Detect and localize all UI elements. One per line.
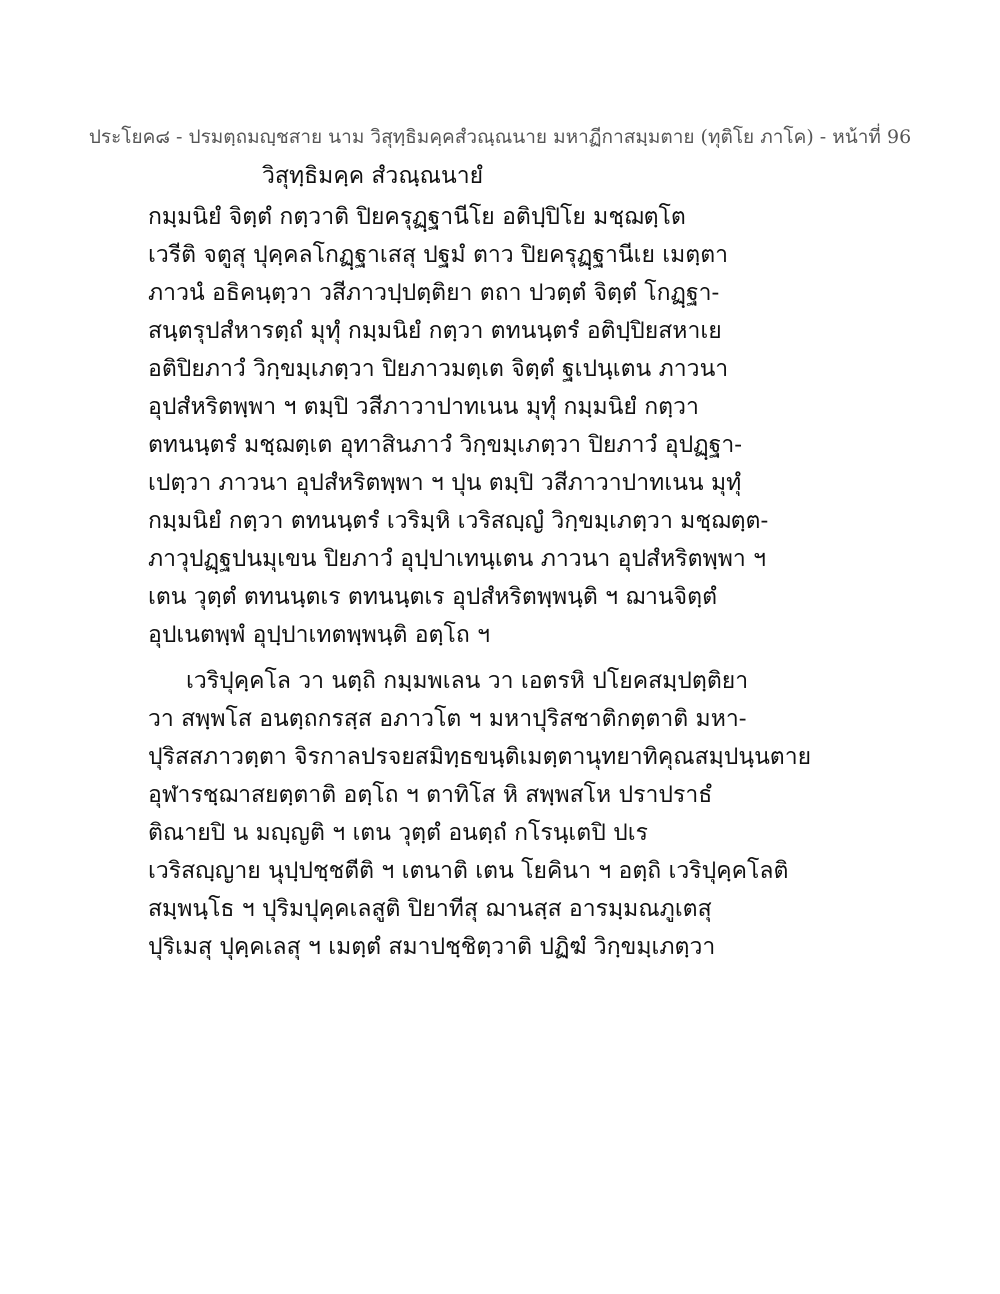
text-line: ภาวุปฏฺฐปนมุเขน ปิยภาวํ อุปฺปาเทนฺเตน ภาวนา อุปสํหริตพฺพา ฯ bbox=[148, 546, 767, 572]
section-title: วิสุทฺธิมคฺค สํวณฺณนายํ bbox=[262, 163, 484, 189]
running-header: ประโยค๘ - ปรมตฺถมญฺชสาย นาม วิสุทฺธิมคฺคสํวณฺณนาย มหาฏีกาสมฺมตาย (ทุติโย ภาโค) - หน้าที่ 96 bbox=[88, 126, 912, 148]
text-line: เวรีติ จตูสุ ปุคฺคลโกฏฺฐาเสสุ ปฐมํ ตาว ปิยครุฏฺฐานีเย เมตฺตา bbox=[148, 242, 729, 268]
text-line: สนฺตรุปสํหารตฺถํ มุทุํ กมฺมนิยํ กตฺวา ตทนนฺตรํ อติปฺปิยสหาเย bbox=[148, 318, 722, 344]
text-line: เปตฺวา ภาวนา อุปสํหริตพฺพา ฯ ปุน ตมฺปิ วสีภาวาปาทเนน มุทุํ bbox=[148, 470, 742, 496]
paragraph-2 bbox=[148, 662, 848, 966]
text-line: ปุริสสภาวตฺตา จิรกาลปรจยสมิทฺธขนฺติเมตฺตานุทยาทิคุณสมฺปนฺนตาย bbox=[148, 744, 812, 770]
text-line: ปุริเมสุ ปุคฺคเลสุ ฯ เมตฺตํ สมาปชฺชิตฺวาติ ปฏิฆํ วิกฺขมฺเภตฺวา bbox=[148, 934, 716, 960]
text-line: เวริปุคฺคโล วา นตฺถิ กมฺมพเลน วา เอตรหิ ปโยคสมฺปตฺติยา bbox=[186, 668, 749, 694]
text-line: สมฺพนฺโธ ฯ ปุริมปุคฺคเลสูติ ปิยาทีสุ ฌานสฺส อารมฺมณภูเตสุ bbox=[148, 896, 712, 922]
paragraph-gap bbox=[148, 654, 848, 662]
text-line: อุฬารชฺฌาสยตฺตาติ อตฺโถ ฯ ตาทิโส หิ สพฺพสโห ปราปราธํ bbox=[148, 782, 713, 808]
text-line: เตน วุตฺตํ ตทนนฺตเร ตทนนฺตเร อุปสํหริตพฺพนฺติ ฯ ฌานจิตฺตํ bbox=[148, 584, 718, 610]
text-line: ภาวนํ อธิคนฺตฺวา วสีภาวปฺปตฺติยา ตถา ปวตฺตํ จิตฺตํ โกฏฺฐา- bbox=[148, 280, 720, 306]
text-line: อติปิยภาวํ วิกฺขมฺเภตฺวา ปิยภาวมตฺเต จิตฺตํ ฐเปนฺเตน ภาวนา bbox=[148, 356, 729, 382]
text-line: วา สพฺพโส อนตฺถกรสฺส อภาวโต ฯ มหาปุริสชาติกตฺตาติ มหา- bbox=[148, 706, 747, 732]
text-line: อุปสํหริตพฺพา ฯ ตมฺปิ วสีภาวาปาทเนน มุทุํ กมฺมนิยํ กตฺวา bbox=[148, 394, 699, 420]
text-line: เวริสญฺญาย นุปฺปชฺชตีติ ฯ เตนาติ เตน โยคินา ฯ อตฺถิ เวริปุคฺคโลติ bbox=[148, 858, 789, 884]
paragraph-1 bbox=[148, 198, 848, 654]
text-line: อุปเนตพฺพํ อุปฺปาเทตพฺพนฺติ อตฺโถ ฯ bbox=[148, 622, 491, 648]
body-text bbox=[148, 198, 848, 966]
text-line: ติณายปิ น มญฺญติ ฯ เตน วุตฺตํ อนตฺถํ กโรนฺเตปิ ปเร bbox=[148, 820, 648, 846]
text-line: กมฺมนิยํ กตฺวา ตทนนฺตรํ เวริมฺหิ เวริสญฺญํ วิกฺขมฺเภตฺวา มชฺฌตฺต- bbox=[148, 508, 769, 534]
text-line: กมฺมนิยํ จิตฺตํ กตฺวาติ ปิยครุฏฺฐานีโย อติปฺปิโย มชฺฌตฺโต bbox=[148, 204, 686, 230]
text-line: ตทนนฺตรํ มชฺฌตฺเต อุทาสินภาวํ วิกฺขมฺเภตฺวา ปิยภาวํ อุปฏฺฐา- bbox=[148, 432, 743, 458]
